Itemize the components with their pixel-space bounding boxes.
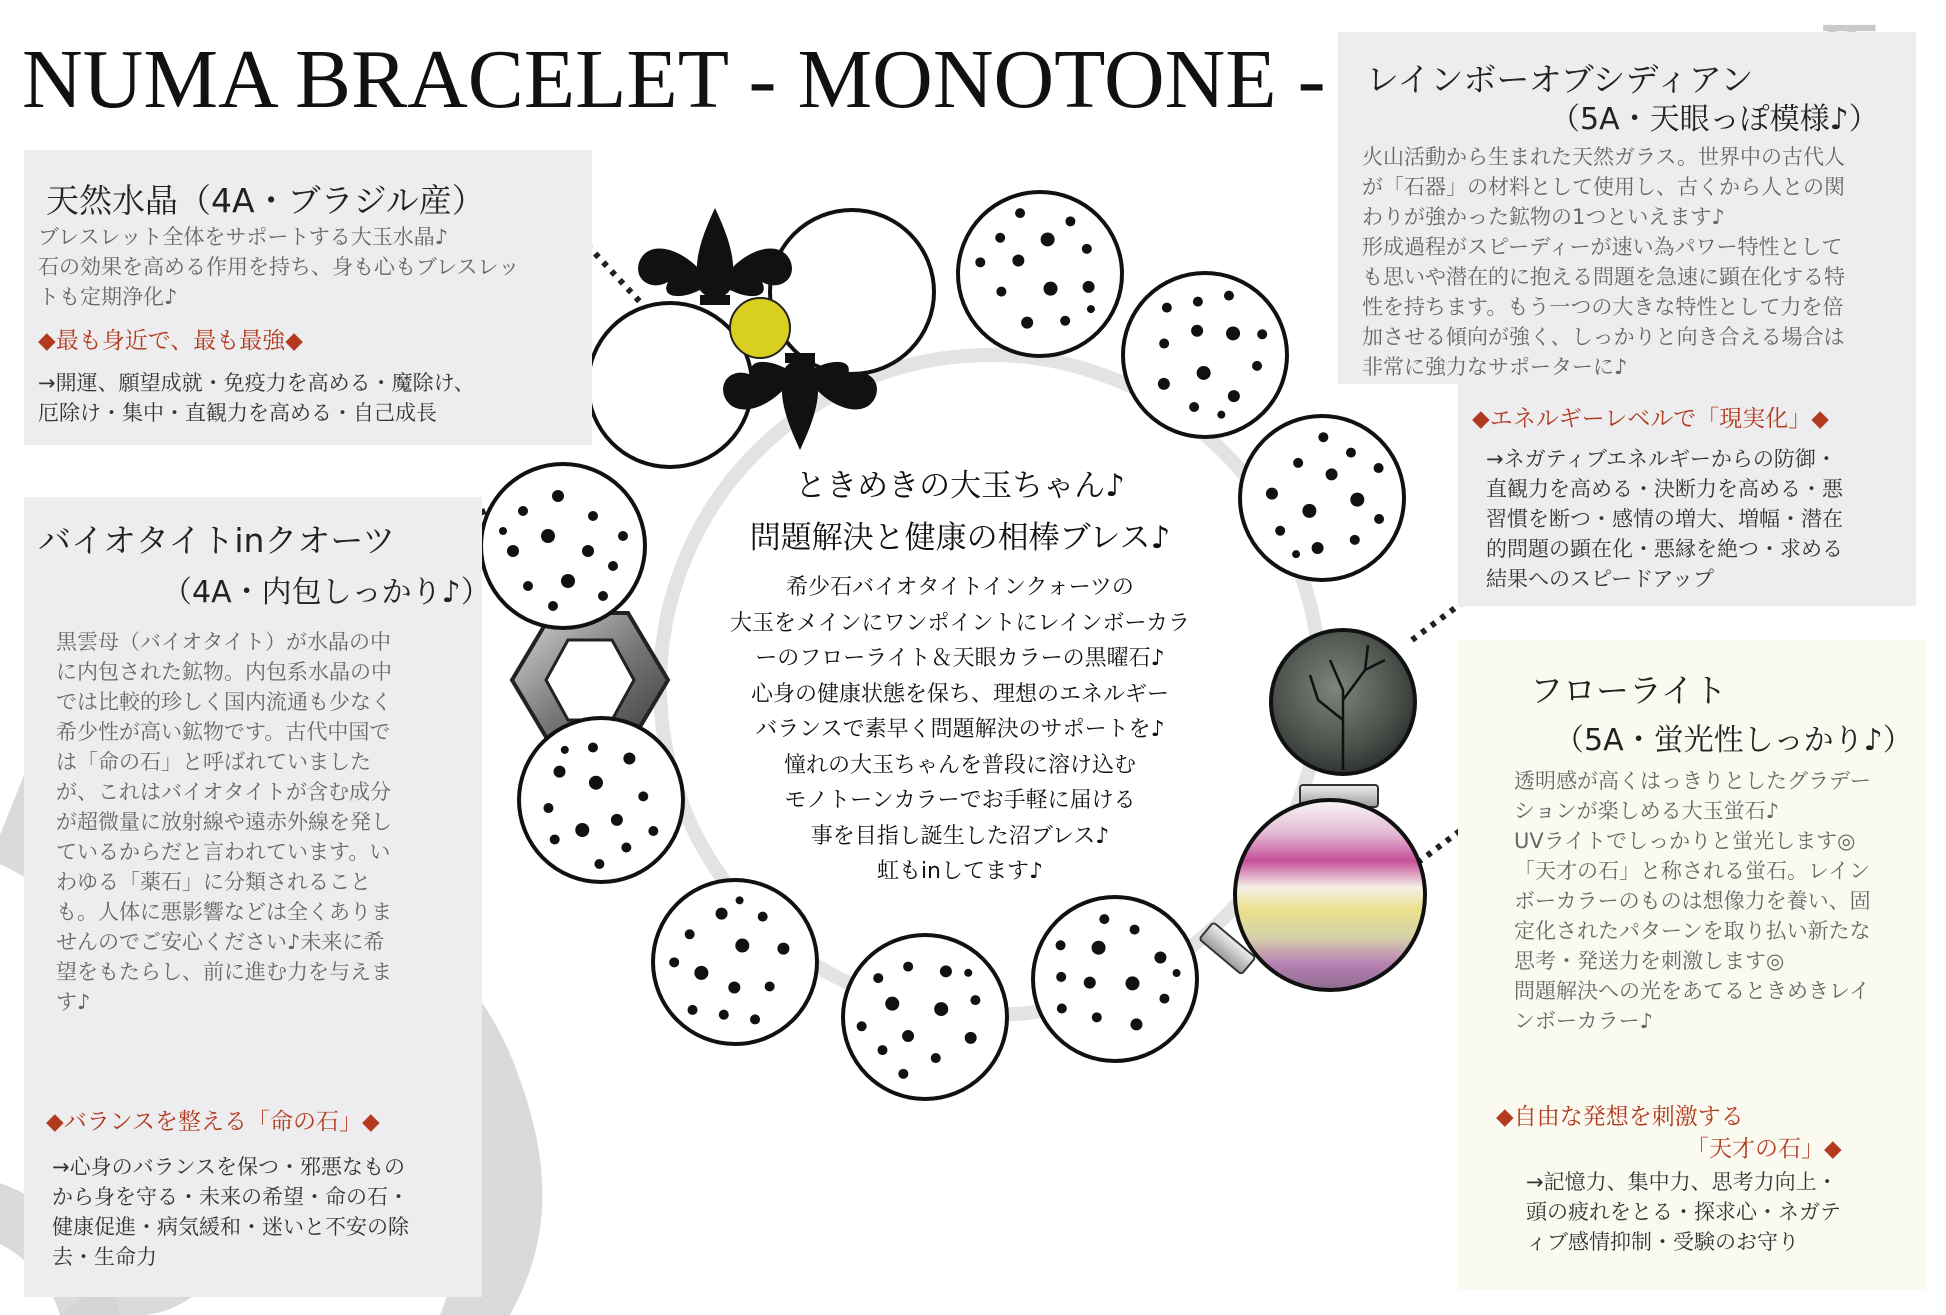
inclusion-dot: [1191, 325, 1203, 337]
center-line: 虹もinしてます♪: [876, 859, 1044, 884]
biotite-bead: [481, 464, 645, 628]
biotite-description: [56, 627, 476, 1017]
center-line: モノトーンカラーでお手軽に届ける: [784, 788, 1136, 813]
quartz-benefits: [38, 368, 583, 428]
inclusion-dot: [611, 814, 623, 826]
center-line: 大玉をメインにワンポイントにレインボーカラ: [729, 610, 1191, 636]
inclusion-dot: [1012, 255, 1024, 267]
inclusion-dot: [1130, 925, 1140, 935]
inclusion-dot: [1056, 972, 1066, 982]
text-line: わりが強かった鉱物の1つといえます♪: [1362, 205, 1725, 229]
inclusion-dot: [1125, 976, 1139, 990]
quartz-title: 天然水晶（4A・ブラジル産）: [46, 181, 485, 220]
inclusion-dot: [1056, 940, 1066, 950]
inclusion-dot: [608, 561, 618, 571]
inclusion-dot: [1318, 432, 1328, 442]
text-line: →記憶力、集中力、思考力向上・: [1526, 1170, 1838, 1194]
inclusion-dot: [1060, 316, 1070, 326]
inclusion-dot: [1158, 378, 1170, 390]
fluorite-panel: [1458, 640, 1926, 1290]
text-line: 的問題の顕在化・悪縁を絶つ・求める: [1486, 537, 1843, 561]
center-description: [640, 570, 1280, 890]
text-line: す♪: [56, 990, 91, 1014]
inclusion-dot: [1083, 281, 1095, 293]
biotite-subtitle: （4A・内包しっかり♪）: [162, 575, 491, 610]
inclusion-dot: [934, 1002, 948, 1016]
inclusion-dot: [1312, 542, 1324, 554]
inclusion-dot: [623, 753, 635, 765]
text-line: ションが楽しめる大玉蛍石♪: [1514, 799, 1779, 823]
text-line: 問題解決への光をあてるときめきレイ: [1514, 979, 1870, 1003]
inclusion-dot: [750, 1014, 760, 1024]
inclusion-dot: [1041, 232, 1055, 246]
inclusion-dot: [575, 823, 589, 837]
biotite-title: バイオタイトinクオーツ: [38, 521, 396, 560]
inclusion-dot: [543, 803, 553, 813]
inclusion-dot: [621, 843, 631, 853]
inclusion-dot: [1257, 329, 1267, 339]
yellow-spacer-bead: [730, 298, 790, 358]
text-line: が、これはバイオタイトが含む成分: [56, 780, 391, 804]
text-line: が超微量に放射線や遠赤外線を発し: [56, 810, 392, 834]
inclusion-dot: [694, 966, 708, 980]
text-line: →開運、願望成就・免疫力を高める・魔除け、: [38, 371, 475, 395]
inclusion-dot: [561, 746, 569, 754]
inclusion-dot: [1346, 448, 1356, 458]
inclusion-dot: [594, 859, 604, 869]
text-line: 火山活動から生まれた天然ガラス。世界中の古代人: [1362, 145, 1845, 169]
center-line: 事を目指し誕生した沼ブレス♪: [810, 823, 1110, 849]
obsidian-benefits: [1486, 444, 1906, 594]
text-line: 非常に強力なサポーターに♪: [1362, 355, 1628, 379]
inclusion-dot: [554, 766, 566, 778]
inclusion-dot: [507, 545, 519, 557]
text-line: →ネガティブエネルギーからの防御・: [1486, 447, 1837, 471]
inclusion-dot: [1350, 493, 1364, 507]
inclusion-dot: [1092, 941, 1106, 955]
center-line: 憧れの大玉ちゃんを普段に溶け込む: [783, 752, 1136, 778]
inclusion-dot: [1099, 914, 1109, 924]
inclusion-dot: [523, 581, 533, 591]
inclusion-dot: [898, 1069, 908, 1079]
text-line: せんのでご安心ください♪未来に希: [56, 930, 385, 954]
obsidian-highlight: ◆エネルギーレベルで「現実化」◆: [1472, 406, 1829, 432]
inclusion-dot: [940, 965, 952, 977]
text-line: 直観力を高める・決断力を高める・悪: [1486, 477, 1843, 501]
fluorite-benefits: [1526, 1167, 1916, 1257]
text-line: 思考・発送力を刺激します◎: [1514, 949, 1785, 973]
inclusion-dot: [518, 506, 528, 516]
text-line: に内包された鉱物。内包系水晶の中: [56, 660, 392, 684]
text-line: も。人体に悪影響などは全くありま: [56, 900, 392, 924]
inclusion-dot: [669, 957, 679, 967]
inclusion-dot: [598, 591, 608, 601]
text-line: 透明感が高くはっきりとしたグラデー: [1514, 769, 1871, 793]
biotite-bead: [958, 192, 1122, 356]
inclusion-dot: [1154, 952, 1166, 964]
fluorite-description: [1514, 766, 1914, 1036]
biotite-bead: [843, 935, 1007, 1099]
inclusion-dot: [548, 601, 558, 611]
text-line: が「石器」の材料として使用し、古くから人との関: [1362, 175, 1845, 199]
inclusion-dot: [550, 834, 560, 844]
page-title: NUMA BRACELET - MONOTONE -: [22, 33, 1326, 126]
text-line: から身を守る・未来の希望・命の石・: [52, 1185, 409, 1209]
fluorite-title: フローライト: [1530, 671, 1728, 710]
text-line: 加させる傾向が強く、しっかりと向き合える場合は: [1362, 325, 1845, 349]
obsidian-benefits-panel: [1458, 384, 1916, 606]
text-line: ンボーカラー♪: [1514, 1009, 1653, 1033]
text-line: トも定期浄化♪: [38, 285, 178, 309]
inclusion-dot: [716, 908, 728, 920]
inclusion-dot: [1065, 216, 1075, 226]
inclusion-dot: [1015, 208, 1025, 218]
text-line: 望をもたらし、前に進む力を与えま: [56, 960, 392, 984]
inclusion-dot: [1292, 550, 1300, 558]
quartz-panel: [24, 150, 592, 445]
inclusion-dot: [1082, 244, 1092, 254]
inclusion-dot: [902, 1030, 914, 1042]
inclusion-dot: [1302, 504, 1316, 518]
inclusion-dot: [541, 529, 555, 543]
inclusion-dot: [965, 1032, 977, 1044]
text-line: 「天才の石」と称される蛍石。レイン: [1514, 859, 1870, 883]
text-line: ているからだと言われています。い: [56, 840, 391, 864]
inclusion-dot: [1228, 390, 1240, 402]
inclusion-dot: [582, 545, 594, 557]
inclusion-dot: [1092, 1012, 1102, 1022]
inclusion-dot: [719, 1010, 729, 1020]
inclusion-dot: [589, 776, 603, 790]
inclusion-dot: [903, 962, 913, 972]
inclusion-dot: [1266, 488, 1278, 500]
inclusion-dot: [975, 257, 985, 267]
inclusion-dot: [1021, 317, 1033, 329]
fluorite-subtitle: （5A・蛍光性しっかり♪）: [1554, 723, 1913, 758]
text-line: ボーカラーのものは想像力を養い、固: [1514, 889, 1871, 913]
text-line: 黒雲母（バイオタイト）が水晶の中: [56, 630, 391, 654]
text-line: 健康促進・病気緩和・迷いと不安の除: [52, 1215, 409, 1239]
inclusion-dot: [1193, 297, 1203, 307]
inclusion-dot: [765, 981, 775, 991]
inclusion-dot: [1275, 526, 1285, 536]
inclusion-dot: [1044, 282, 1058, 296]
fluorite-highlight-1: ◆自由な発想を刺激する: [1496, 1104, 1744, 1130]
text-line: 性を持ちます。もう一つの大きな特性として力を倍: [1362, 295, 1844, 319]
text-line: 石の効果を高める作用を持ち、身も心もブレスレッ: [38, 255, 520, 279]
inclusion-dot: [688, 1005, 698, 1015]
inclusion-dot: [1130, 1018, 1142, 1030]
center-title-line: ときめきの大玉ちゃん♪: [795, 468, 1125, 504]
inclusion-dot: [1217, 411, 1225, 419]
inclusion-dot: [618, 531, 628, 541]
text-line: UVライトでしっかりと蛍光します◎: [1514, 829, 1856, 853]
biotite-benefits: [52, 1152, 472, 1272]
inclusion-dot: [1162, 303, 1172, 313]
inclusion-dot: [736, 896, 744, 904]
obsidian-description: [1362, 142, 1910, 382]
text-line: では比較的珍しく国内流通も少なく: [56, 690, 392, 714]
inclusion-dot: [1374, 463, 1384, 473]
inclusion-dot: [1087, 305, 1095, 313]
inclusion-dot: [964, 969, 972, 977]
biotite-highlight: ◆バランスを整える「命の石」◆: [46, 1109, 380, 1135]
inclusion-dot: [877, 1045, 887, 1055]
inclusion-dot: [970, 995, 980, 1005]
center-title-line: 問題解決と健康の相棒ブレス♪: [749, 520, 1171, 556]
text-line: 習慣を断つ・感情の増大、増幅・潜在: [1486, 507, 1843, 531]
inclusion-dot: [561, 574, 575, 588]
quartz-bead: [770, 210, 934, 374]
inclusion-dot: [499, 527, 507, 535]
text-line: 形成過程がスピーディーが速い為パワー特性として: [1362, 235, 1843, 259]
obsidian-panel: [1338, 32, 1916, 384]
text-line: ブレスレット全体をサポートする大玉水晶♪: [38, 225, 449, 249]
inclusion-dot: [758, 912, 768, 922]
inclusion-dot: [1057, 1004, 1067, 1014]
text-line: 去・生命力: [52, 1245, 157, 1269]
inclusion-dot: [1159, 994, 1169, 1004]
text-line: 頭の疲れをとる・探求心・ネガテ: [1526, 1200, 1841, 1224]
inclusion-dot: [885, 997, 899, 1011]
inclusion-dot: [588, 742, 598, 752]
inclusion-dot: [995, 233, 1005, 243]
center-title: [690, 460, 1230, 564]
inclusion-dot: [1189, 402, 1199, 412]
inclusion-dot: [996, 287, 1006, 297]
text-line: 厄除け・集中・直観力を高める・自己成長: [38, 401, 437, 425]
text-line: 結果へのスピードアップ: [1486, 567, 1715, 591]
inclusion-dot: [1350, 535, 1360, 545]
center-line: ーのフローライト＆天眼カラーの黒曜石♪: [755, 646, 1165, 671]
inclusion-dot: [1374, 514, 1384, 524]
inclusion-dot: [1197, 366, 1211, 380]
text-line: 希少性が高い鉱物です。古代中国で: [56, 720, 391, 744]
inclusion-dot: [1226, 326, 1240, 340]
inclusion-dot: [777, 943, 789, 955]
inclusion-dot: [728, 981, 740, 993]
inclusion-dot: [1326, 468, 1338, 480]
inclusion-dot: [735, 939, 749, 953]
inclusion-dot: [685, 929, 695, 939]
inclusion-dot: [1293, 458, 1303, 468]
quartz-highlight: ◆最も身近で、最も最強◆: [38, 328, 303, 354]
inclusion-dot: [588, 511, 598, 521]
inclusion-dot: [1084, 977, 1096, 989]
obsidian-title: レインボーオブシディアン: [1366, 60, 1754, 99]
text-line: →心身のバランスを保つ・邪悪なもの: [52, 1155, 405, 1179]
inclusion-dot: [1224, 291, 1234, 301]
text-line: は「命の石」と呼ばれていました: [56, 750, 371, 774]
center-line: 希少石バイオタイトインクォーツの: [786, 575, 1134, 600]
text-line: も思いや潜在的に抱える問題を急速に顕在化する特: [1362, 265, 1845, 289]
obsidian-subtitle: （5A・天眼っぽ模様♪）: [1550, 102, 1879, 137]
inclusion-dot: [1252, 361, 1262, 371]
text-line: 定化されたパターンを取り払い新たな: [1514, 919, 1871, 943]
biotite-bead: [1123, 273, 1287, 437]
text-line: わゆる「薬石」に分類されること: [56, 870, 371, 894]
center-line: バランスで素早く問題解決のサポートを♪: [755, 717, 1165, 742]
biotite-panel: [24, 497, 491, 1297]
inclusion-dot: [552, 490, 564, 502]
center-line: 心身の健康状態を保ち、理想のエネルギー: [750, 681, 1169, 707]
inclusion-dot: [1173, 969, 1181, 977]
text-line: ィブ感情抑制・受験のお守り: [1526, 1230, 1799, 1254]
inclusion-dot: [1159, 339, 1169, 349]
inclusion-dot: [873, 973, 883, 983]
fluorite-highlight-2: 「天才の石」◆: [1686, 1136, 1842, 1162]
inclusion-dot: [857, 1021, 867, 1031]
inclusion-dot: [931, 1053, 941, 1063]
quartz-description: [38, 222, 583, 312]
